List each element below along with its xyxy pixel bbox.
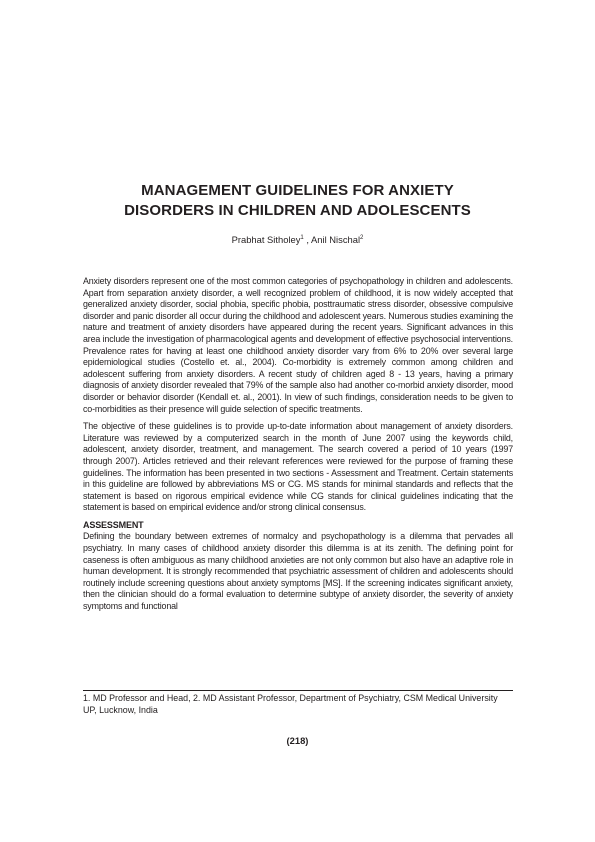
article-body [83, 276, 513, 619]
title-line-2: DISORDERS IN CHILDREN AND ADOLESCENTS [124, 202, 471, 219]
author-2-affiliation-mark: 2 [360, 234, 364, 241]
assessment-heading: ASSESSMENT [83, 519, 144, 530]
author-1-affiliation-mark: 1 [300, 234, 304, 241]
author-2-name: Anil Nischal [311, 234, 361, 245]
affiliation-footnote: 1. MD Professor and Head, 2. MD Assistant Professor, Department of Psychiatry, CSM Medical University UP, Lucknow, India [83, 693, 498, 715]
intro-paragraph: Anxiety disorders represent one of the most common categories of psychopathology in children and adolescents. Apart from separation anxiety disorder, a well recognized problem of childhood, it is now widely accepted that generalized anxiety disorder, social phobia, specific phobia, posttraumatic stress disorder, obsessive compulsive disorder and panic disorder all occur during the childhood and adolescent years. Numerous studies examining the nature and treatment of anxiety disorders have appeared during the recent years. Significant advances in this area include the investigation of pharmacological agents and development of effective psychosocial interventions. Prevalence rates for having at least one childhood anxiety disorder vary from 6% to 20% over several large epidemiological studies (Costello et. al., 2004). Co-morbidity is extremely common among children and adolescent suffering from anxiety disorders. A recent study of children aged 8 - 13 years, having a primary diagnosis of anxiety disorder revealed that 79% of the sample also had another co-morbid anxiety disorder, mood disorder or behavior disorder (Kendall et. al., 2001). In view of such findings, consideration needs to be given to co-morbidities as their presence will guide selection of specific treatments. [83, 276, 513, 414]
objective-paragraph: The objective of these guidelines is to provide up-to-date information about management of anxiety disorders. Literature was reviewed by a computerized search in the month of June 2007 using the keywords child, adolescent, anxiety disorder, treatment, and management. The search covered a period of 10 years (1997 through 2007). Articles retrieved and their relevant references were reviewed for the purpose of framing these guidelines. The information has been presented in two sections - Assessment and Treatment. Certain statements in this guideline are followed by abbreviations MS or CG. MS stands for minimal standards and reflects that the statement is based on rigorous empirical evidence while CG stands for clinical guidelines indicating that the statement is based on empirical evidence and/or strong clinical consensus. [83, 421, 513, 513]
title-line-1: MANAGEMENT GUIDELINES FOR ANXIETY [141, 182, 454, 199]
footnote-divider [83, 690, 513, 691]
page-number: (218) [286, 735, 309, 746]
author-separator: , [303, 234, 312, 245]
author-line [60, 234, 535, 246]
assessment-paragraph: Defining the boundary between extremes of normalcy and psychopathology is a dilemma that pervades all psychiatry. In many cases of childhood anxiety disorder this dilemma is at its zenith. The defining point for caseness is often ambiguous as many childhood anxieties are not only common but also have an adaptive role in human development. It is strongly recommended that psychiatric assessment of children and adolescents should routinely include screening questions about anxiety symptoms [MS]. If the screening indicates significant anxiety, then the clinician should do a formal evaluation to determine subtype of anxiety disorder, the severity of anxiety symptoms and functional [83, 531, 513, 612]
page-title [60, 181, 535, 221]
author-1-name: Prabhat Sitholey [231, 234, 301, 245]
